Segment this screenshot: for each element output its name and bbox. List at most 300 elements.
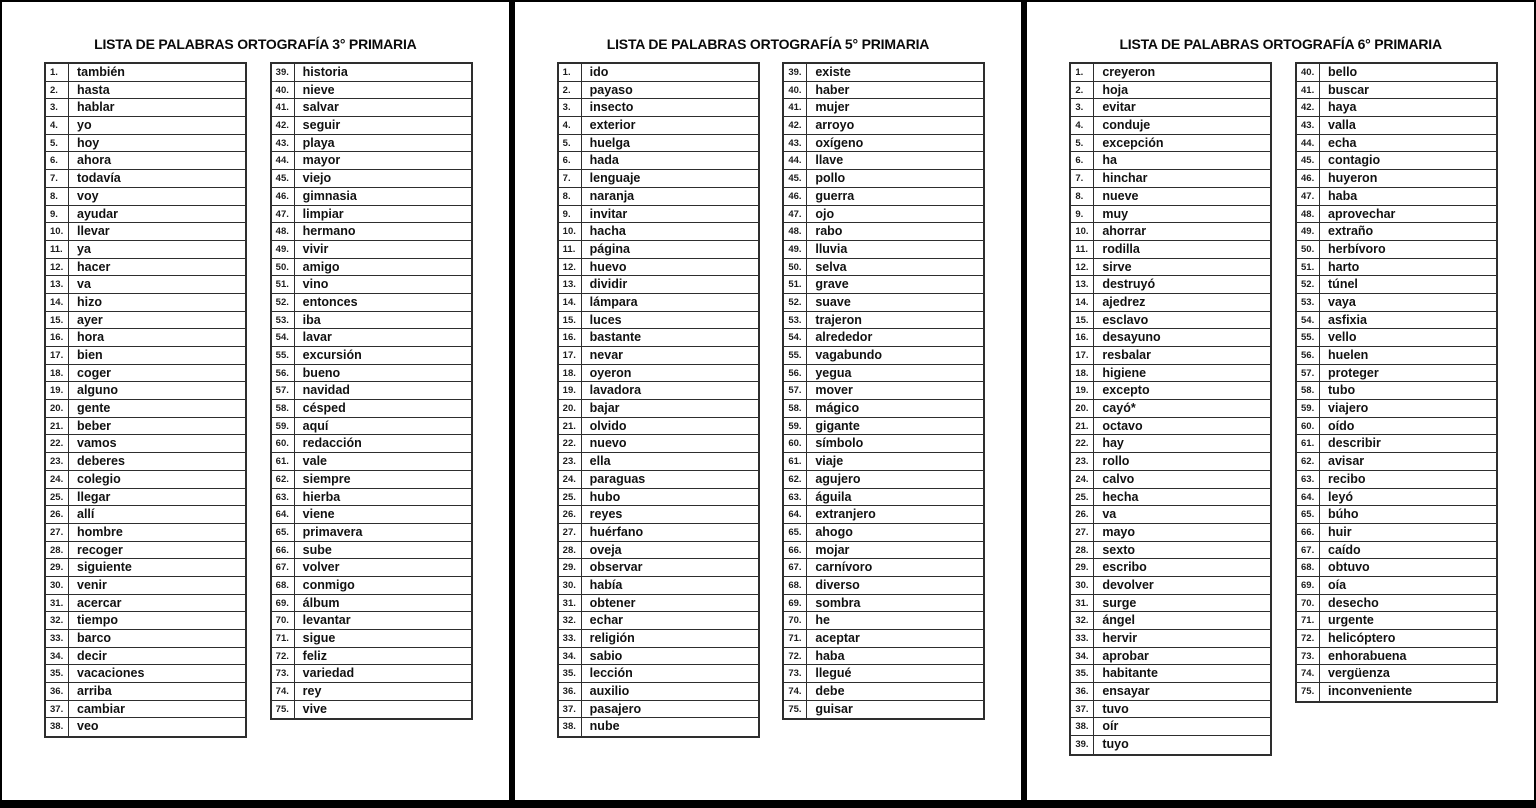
word-row [559,648,758,666]
row-number: 1. [1071,64,1094,81]
row-number: 32. [559,612,582,629]
word-text: símbolo [815,436,864,451]
word-row [1071,206,1270,224]
word-text: mujer [815,100,850,115]
word-row [559,559,758,577]
row-number: 17. [559,347,582,364]
row-number: 47. [784,206,807,223]
row-number: 31. [46,595,69,612]
word-text: vive [302,701,328,716]
row-number: 46. [784,188,807,205]
word-text: extraño [1328,224,1374,239]
row-number: 17. [1071,347,1094,364]
word-text: amigo [302,259,340,274]
word-row [1297,683,1496,701]
word-text: ya [77,241,91,256]
row-number: 46. [272,188,295,205]
word-row [559,630,758,648]
word-text: bueno [302,365,341,380]
word-text: sabio [589,648,623,663]
word-row [559,365,758,383]
row-number: 45. [272,170,295,187]
word-text: aquí [302,418,329,433]
word-row [272,241,471,259]
word-row [559,99,758,117]
word-text: agujero [815,471,861,486]
word-row [1297,152,1496,170]
row-number: 25. [46,489,69,506]
row-number: 65. [784,524,807,541]
word-table-right [782,62,985,720]
word-row [1297,276,1496,294]
word-row [1297,64,1496,82]
word-text: resbalar [1102,348,1151,362]
word-text: nuevo [589,436,627,451]
row-number: 41. [784,99,807,116]
row-number: 23. [1071,453,1094,470]
word-row [1071,382,1270,400]
word-text: ayer [77,312,103,327]
word-text: sexto [1102,542,1135,557]
word-row [272,453,471,471]
word-row [784,241,983,259]
word-text: gimnasia [302,188,357,203]
word-table-left [1069,62,1272,756]
word-text: hacha [589,224,626,239]
word-row [1297,259,1496,277]
word-row [1071,64,1270,82]
word-row [784,223,983,241]
word-text: proteger [1328,365,1379,380]
word-text: sube [302,542,332,557]
word-text: cambiar [77,701,125,716]
word-text: deberes [77,454,125,469]
word-text: destruyó [1102,277,1156,292]
word-row [559,524,758,542]
row-number: 35. [1071,665,1094,682]
word-row [46,170,245,188]
word-row [1071,170,1270,188]
row-number: 57. [784,382,807,399]
word-text: selva [815,259,847,274]
word-text: mágico [815,401,860,416]
word-row [784,524,983,542]
word-text: describir [1328,436,1381,451]
row-number: 6. [46,152,69,169]
word-text: arroyo [815,118,855,133]
word-text: dividir [589,277,628,292]
row-number: 51. [784,276,807,293]
word-text: redacción [302,436,362,451]
word-row [46,542,245,560]
row-number: 75. [272,701,295,719]
word-text: haba [1328,188,1358,203]
word-row [46,400,245,418]
word-text: bello [1328,65,1358,79]
word-row [784,206,983,224]
word-text: vagabundo [815,348,883,362]
word-row [1297,506,1496,524]
word-text: payaso [589,82,633,97]
word-text: feliz [302,648,327,663]
row-number: 55. [1297,329,1320,346]
row-number: 57. [1297,365,1320,382]
word-row [559,152,758,170]
word-text: huevo [589,259,627,274]
word-text: hasta [77,82,110,97]
row-number: 62. [784,471,807,488]
word-row [272,506,471,524]
row-number: 11. [46,241,69,258]
row-number: 4. [46,117,69,134]
row-number: 1. [559,64,582,81]
word-row [1297,312,1496,330]
row-number: 28. [559,542,582,559]
word-row [46,559,245,577]
word-text: oía [1328,577,1347,592]
word-row [784,701,983,719]
row-number: 6. [559,152,582,169]
row-number: 27. [46,524,69,541]
row-number: 19. [46,382,69,399]
word-row [559,117,758,135]
row-number: 4. [559,117,582,134]
word-text: he [815,613,830,628]
word-row [272,382,471,400]
word-row [1297,648,1496,666]
word-text: huérfano [589,524,644,539]
row-number: 58. [272,400,295,417]
word-text: grave [815,277,849,292]
row-number: 71. [1297,612,1320,629]
row-number: 35. [559,665,582,682]
word-row [1071,117,1270,135]
word-row [272,418,471,436]
word-text: insecto [589,100,634,115]
word-text: ahorrar [1102,224,1147,239]
word-text: sigue [302,631,336,645]
word-text: acercar [77,595,122,610]
word-text: beber [77,418,112,433]
row-number: 63. [1297,471,1320,488]
row-number: 14. [559,294,582,311]
word-text: asfixia [1328,312,1367,327]
word-text: oyeron [589,365,632,380]
word-text: excepto [1102,383,1150,398]
word-row [1297,453,1496,471]
word-text: vale [302,454,328,469]
word-text: guerra [815,188,855,203]
word-row [1297,188,1496,206]
word-row [1071,489,1270,507]
word-row [46,648,245,666]
row-number: 40. [272,82,295,99]
row-number: 16. [559,329,582,346]
word-text: entonces [302,294,358,309]
word-row [784,418,983,436]
row-number: 67. [784,559,807,576]
row-number: 70. [784,612,807,629]
word-row [1071,135,1270,153]
word-columns [2,52,509,738]
row-number: 3. [1071,99,1094,116]
row-number: 22. [1071,435,1094,452]
word-text: nueve [1102,188,1139,203]
word-row [784,64,983,82]
row-number: 1. [46,64,69,81]
word-text: también [77,65,125,79]
word-text: primavera [302,524,363,539]
word-text: vamos [77,436,117,451]
word-row [1297,329,1496,347]
word-row [784,365,983,383]
word-row [784,506,983,524]
row-number: 43. [784,135,807,152]
word-text: variedad [302,666,355,681]
word-row [1297,400,1496,418]
row-number: 24. [46,471,69,488]
word-columns [1027,52,1534,756]
word-row [1071,99,1270,117]
word-row [1297,435,1496,453]
word-text: viaje [815,454,844,469]
word-text: extranjero [815,507,876,522]
word-text: veo [77,719,99,734]
word-text: tiempo [77,613,118,628]
word-row [1297,382,1496,400]
word-text: hablar [77,100,115,115]
word-text: aprobar [1102,648,1149,663]
word-text: hoy [77,135,100,150]
word-row [559,347,758,365]
word-text: hervir [1102,631,1138,645]
row-number: 24. [559,471,582,488]
word-text: gente [77,401,111,416]
word-row [1071,294,1270,312]
row-number: 10. [559,223,582,240]
word-text: llegué [815,666,852,681]
word-row [272,64,471,82]
row-number: 31. [559,595,582,612]
row-number: 18. [1071,365,1094,382]
row-number: 27. [1071,524,1094,541]
row-number: 18. [46,365,69,382]
word-table-left [44,62,247,738]
word-row [559,418,758,436]
row-number: 17. [46,347,69,364]
row-number: 15. [46,312,69,329]
row-number: 42. [1297,99,1320,116]
word-text: aceptar [815,631,860,645]
row-number: 50. [784,259,807,276]
word-text: volver [302,560,340,575]
word-row [272,524,471,542]
row-number: 38. [46,718,69,736]
word-row [1071,683,1270,701]
row-number: 54. [272,329,295,346]
word-row [1071,223,1270,241]
row-number: 23. [46,453,69,470]
word-row [272,648,471,666]
row-number: 66. [1297,524,1320,541]
row-number: 68. [784,577,807,594]
row-number: 11. [1071,241,1094,258]
row-number: 52. [1297,276,1320,293]
row-number: 54. [1297,312,1320,329]
word-row [46,418,245,436]
row-number: 55. [784,347,807,364]
word-row [1297,99,1496,117]
row-number: 71. [784,630,807,647]
row-number: 28. [46,542,69,559]
word-text: álbum [302,595,340,610]
word-text: salvar [302,100,339,115]
word-row [1071,347,1270,365]
row-number: 63. [784,489,807,506]
row-number: 25. [559,489,582,506]
word-row [1071,365,1270,383]
word-row [1071,435,1270,453]
word-text: nube [589,719,620,734]
word-row [46,683,245,701]
row-number: 39. [1071,736,1094,754]
word-row [46,152,245,170]
row-number: 38. [1071,718,1094,735]
word-row [784,577,983,595]
word-row [46,665,245,683]
row-number: 58. [784,400,807,417]
row-number: 55. [272,347,295,364]
row-number: 71. [272,630,295,647]
row-number: 33. [559,630,582,647]
word-row [559,577,758,595]
word-row [1071,630,1270,648]
word-row [46,612,245,630]
row-number: 43. [1297,117,1320,134]
word-text: césped [302,401,346,416]
word-row [784,683,983,701]
word-row [46,135,245,153]
row-number: 47. [272,206,295,223]
word-text: sirve [1102,259,1132,274]
word-row [559,595,758,613]
word-text: haber [815,82,850,97]
row-number: 5. [1071,135,1094,152]
word-row [784,559,983,577]
word-text: haya [1328,100,1357,115]
row-number: 40. [1297,64,1320,81]
word-row [559,241,758,259]
row-number: 56. [1297,347,1320,364]
word-text: allí [77,507,95,522]
row-number: 42. [784,117,807,134]
word-text: oxígeno [815,135,864,150]
row-number: 48. [272,223,295,240]
row-number: 12. [1071,259,1094,276]
row-number: 69. [1297,577,1320,594]
word-row [784,612,983,630]
row-number: 62. [1297,453,1320,470]
word-row [784,665,983,683]
word-text: ajedrez [1102,294,1146,309]
word-row [272,347,471,365]
word-row [272,701,471,719]
row-number: 26. [46,506,69,523]
page-5-primaria [515,2,1022,800]
word-row [272,117,471,135]
word-row [272,595,471,613]
row-number: 60. [272,435,295,452]
word-text: bajar [589,401,620,416]
word-row [46,718,245,736]
row-number: 65. [1297,506,1320,523]
row-number: 48. [1297,206,1320,223]
word-row [559,312,758,330]
row-number: 29. [559,559,582,576]
row-number: 40. [784,82,807,99]
word-text: caído [1328,542,1361,557]
word-text: higiene [1102,365,1147,380]
word-row [272,489,471,507]
word-text: excepción [1102,135,1164,150]
row-number: 25. [1071,489,1094,506]
word-text: navidad [302,383,350,398]
row-number: 30. [559,577,582,594]
row-number: 44. [1297,135,1320,152]
word-text: esclavo [1102,312,1149,327]
row-number: 63. [272,489,295,506]
word-row [272,630,471,648]
word-text: rollo [1102,454,1130,469]
word-text: creyeron [1102,65,1156,79]
word-row [46,630,245,648]
word-columns [515,52,1022,738]
row-number: 34. [559,648,582,665]
row-number: 49. [272,241,295,258]
row-number: 70. [1297,595,1320,612]
word-text: recibo [1328,471,1366,486]
word-row [559,471,758,489]
word-text: conduje [1102,118,1151,133]
row-number: 69. [784,595,807,612]
word-row [1297,577,1496,595]
row-number: 27. [559,524,582,541]
word-text: hinchar [1102,171,1148,186]
word-row [46,117,245,135]
word-row [1297,630,1496,648]
word-row [559,82,758,100]
page-title: LISTA DE PALABRAS ORTOGRAFÍA 5° PRIMARIA [606,36,930,52]
word-row [559,329,758,347]
row-number: 68. [272,577,295,594]
word-text: pollo [815,171,846,186]
word-row [272,170,471,188]
word-row [784,276,983,294]
row-number: 10. [1071,223,1094,240]
word-text: vello [1328,330,1357,345]
word-text: lluvia [815,241,848,256]
word-text: auxilio [589,684,630,699]
row-number: 7. [46,170,69,187]
word-text: contagio [1328,153,1381,168]
word-text: mover [815,383,853,398]
word-row [46,595,245,613]
row-number: 32. [1071,612,1094,629]
word-text: leyó [1328,489,1354,504]
word-text: lavadora [589,383,642,398]
row-number: 74. [1297,665,1320,682]
row-number: 46. [1297,170,1320,187]
